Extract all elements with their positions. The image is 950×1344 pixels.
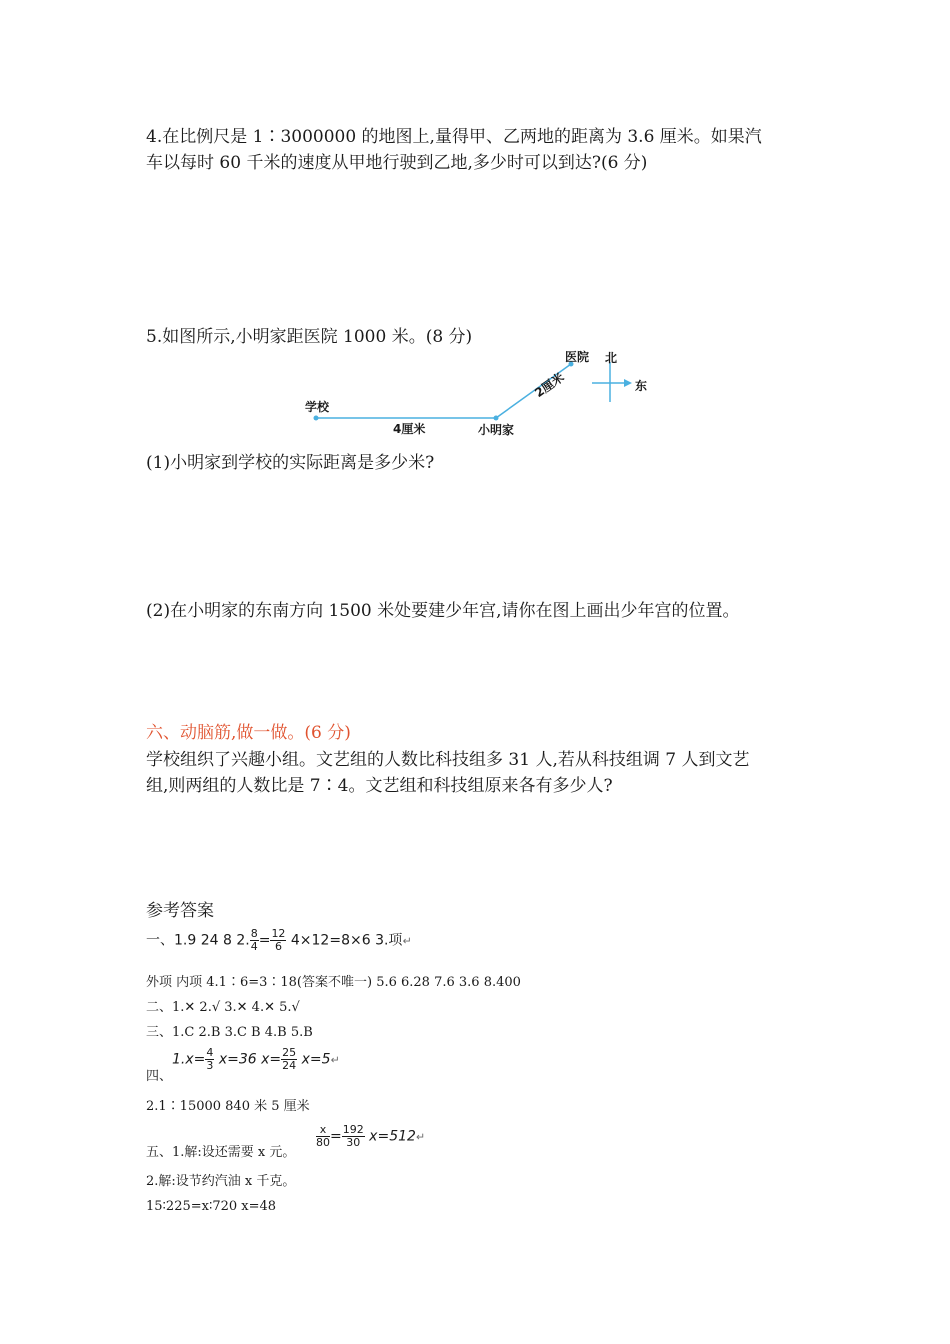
return-mark: ↵ [415, 1130, 426, 1144]
eq-part: 1.x= [172, 1051, 206, 1068]
fraction-num: 12 [271, 927, 286, 940]
answer-line-7-label: 五、1.解:设还需要 x 元。 [146, 1145, 296, 1160]
section6-line2: 组,则两组的人数比是 7∶4。文艺组和科技组原来各有多少人? [146, 776, 613, 796]
label-seg2: 2厘米 [532, 370, 567, 401]
answer-line-5-math [172, 1047, 340, 1072]
answer-line-7-math [316, 1124, 425, 1149]
answer-line-2: 外项 内项 4.1∶6=3∶18(答案不唯一) 5.6 6.28 7.6 3.6 8.400 [146, 975, 521, 990]
q4-line1: 4.在比例尺是 1∶3000000 的地图上,量得甲、乙两地的距离为 3.6 厘米。如果汽 [146, 127, 762, 147]
answer-line-3: 二、1.✕ 2.√ 3.✕ 4.✕ 5.√ [146, 1000, 300, 1015]
q4-line2: 车以每时 60 千米的速度从甲地行驶到乙地,多少时可以到达?(6 分) [146, 153, 648, 173]
eq-part: x=5 [297, 1051, 331, 1068]
compass-east-arrow [624, 379, 632, 387]
fraction-num: 192 [342, 1123, 364, 1136]
label-hospital: 医院 [565, 350, 590, 364]
fraction-den: 80 [316, 1136, 330, 1149]
school-point [314, 416, 319, 421]
answer-line-6: 2.1∶15000 840 米 5 厘米 [146, 1099, 310, 1114]
fraction-num: 25 [282, 1046, 297, 1059]
fraction-den: 6 [274, 940, 282, 953]
label-east: 东 [635, 379, 648, 393]
label-north: 北 [605, 351, 618, 365]
answer-line-8: 2.解:设节约汽油 x 千克。 [146, 1174, 296, 1189]
fraction-num: 8 [250, 927, 258, 940]
answer-line-4: 三、1.C 2.B 3.C B 4.B 5.B [146, 1025, 313, 1040]
fraction-den: 24 [282, 1059, 297, 1072]
fraction [342, 1124, 365, 1149]
section6-line1: 学校组织了兴趣小组。文艺组的人数比科技组多 31 人,若从科技组调 7 人到文艺 [146, 750, 750, 770]
answers-title: 参考答案 [146, 901, 214, 921]
fraction-den: 3 [206, 1059, 214, 1072]
fraction-den: 30 [346, 1136, 361, 1149]
q5-title: 5.如图所示,小明家距医院 1000 米。(8 分) [146, 327, 473, 347]
answer-1-rest: 4×12=8×6 3.项 [286, 932, 403, 949]
q5-sub2: (2)在小明家的东南方向 1500 米处要建少年宫,请你在图上画出少年宫的位置。 [146, 601, 740, 621]
fraction [316, 1124, 330, 1149]
equals: = [258, 932, 271, 949]
answer-line-9: 15∶225=x∶720 x=48 [146, 1199, 277, 1214]
fraction-num: x [316, 1124, 330, 1137]
fraction-num: 4 [206, 1046, 214, 1059]
answer-1-prefix: 一、1.9 24 8 2. [146, 932, 250, 949]
fraction-den: 4 [250, 940, 258, 953]
eq-part: x=36 x= [214, 1051, 282, 1068]
eq-part: x=512 [364, 1128, 416, 1145]
fraction [270, 928, 286, 953]
section6-heading: 六、动脑筋,做一做。(6 分) [146, 723, 351, 743]
fraction [281, 1047, 297, 1072]
label-seg1: 4厘米 [393, 422, 426, 436]
answer-line-5-label: 四、 [146, 1069, 173, 1084]
label-school: 学校 [305, 400, 330, 414]
q5-sub1: (1)小明家到学校的实际距离是多少米? [146, 453, 435, 473]
equals: = [330, 1128, 342, 1145]
return-mark: ↵ [402, 934, 412, 948]
answer-line-1 [146, 928, 412, 953]
home-point [494, 416, 499, 421]
label-home: 小明家 [478, 423, 515, 437]
return-mark: ↵ [330, 1053, 340, 1067]
fraction [250, 928, 259, 953]
